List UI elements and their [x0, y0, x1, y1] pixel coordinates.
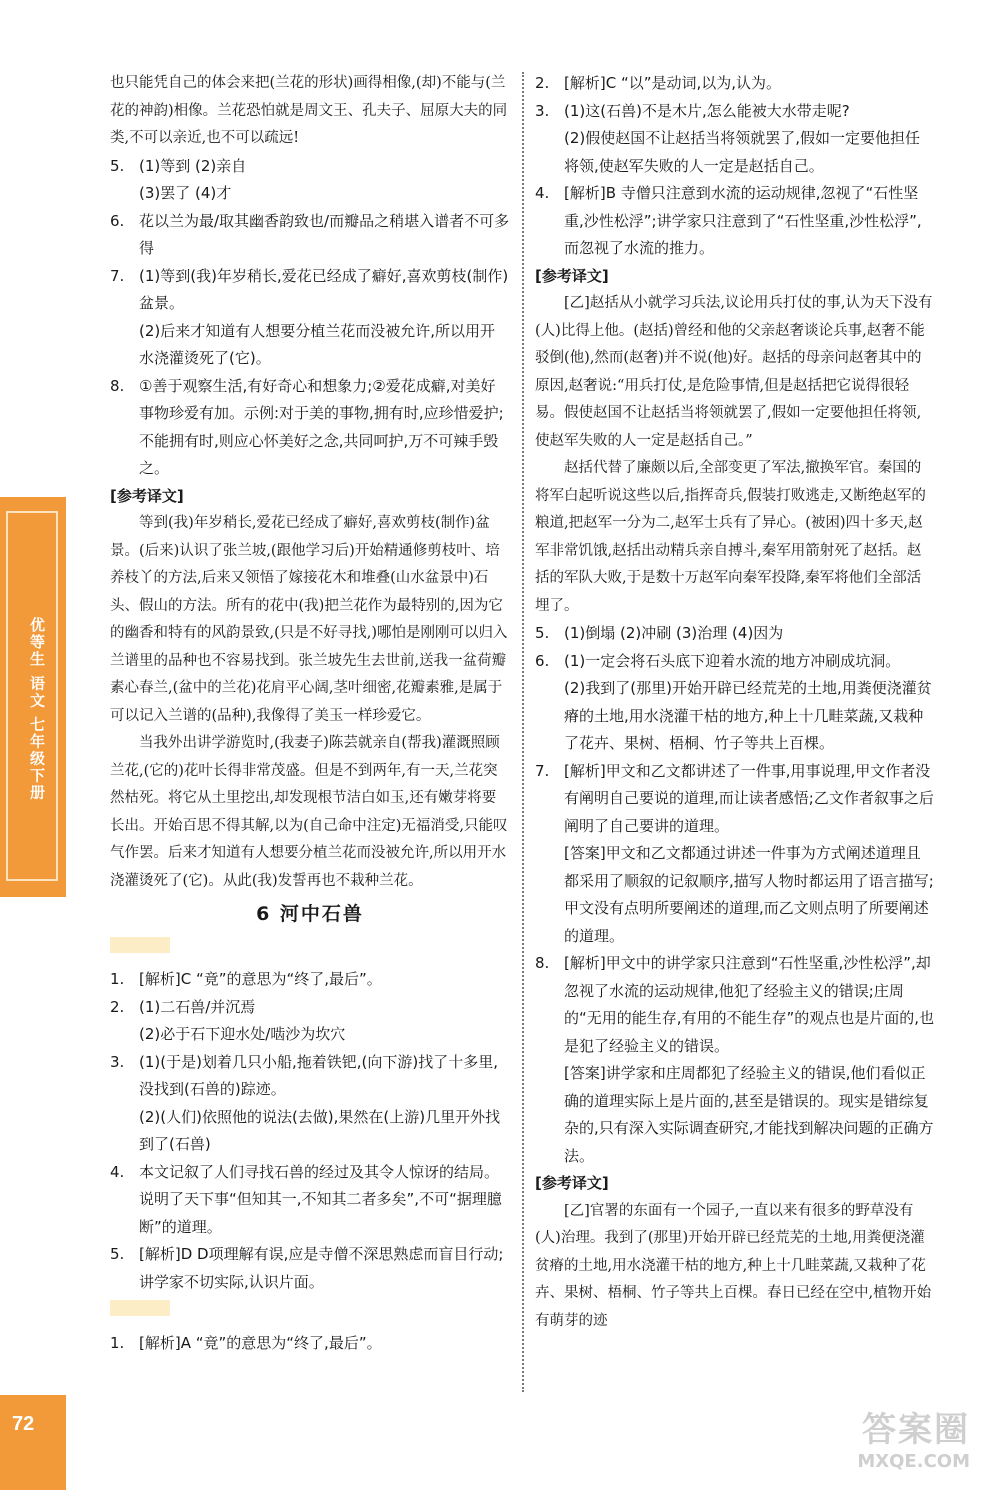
answer-text: (1)倒塌 (2)冲刷 (3)治理 (4)因为 [564, 624, 784, 642]
item-number: 5. [110, 156, 125, 175]
answer-line [110, 373, 510, 483]
answer-line [110, 994, 510, 1022]
answer-text: [解析]甲文中的讲学家只注意到“石性坚重,沙性松浮”,却忽视了水流的运动规律,他犯了经验主义的错误;庄周的“无用的能生存,有用的不能生存”的观点也是片面的,也是犯了经验主义的错误。 [564, 954, 935, 1055]
highlight-marker [110, 937, 170, 953]
answer-line [535, 840, 935, 950]
answer-text: (1)二石兽/并沉焉 [139, 997, 256, 1016]
intro-paragraph: 也只能凭自己的体会来把(兰花的形状)画得相像,(却)不能与(兰花的神韵)相像。兰花恐怕就是周文王、孔夫子、屈原大夫的同类,不可以亲近,也不可以疏远! [110, 75, 508, 146]
left-column [110, 70, 510, 1357]
item-number: 1. [110, 970, 125, 988]
answer-item [110, 1159, 510, 1242]
answer-line [110, 1330, 510, 1358]
answer-item [110, 263, 510, 373]
answer-line [110, 1104, 510, 1159]
answer-item [535, 98, 935, 181]
answer-line [110, 263, 510, 318]
item-number: 8. [535, 954, 550, 972]
answer-list [535, 70, 935, 263]
answer-line [110, 1159, 510, 1242]
ref-translation-title: [参考译文] [535, 1174, 609, 1192]
answer-item [110, 966, 510, 994]
answer-line [110, 1021, 510, 1049]
answer-line [535, 950, 935, 1060]
answer-text: [解析]D D项理解有误,应是寺僧不深思熟虑而盲目行动;讲学家不切实际,认识片面。 [139, 1245, 504, 1291]
answer-text: [解析]A “竟”的意思为“终了,最后”。 [139, 1333, 382, 1352]
item-number: 7. [535, 761, 550, 780]
answer-list [110, 966, 510, 1296]
book-label: 优等生 语文 七年级下册 [28, 617, 46, 802]
answer-item [110, 1049, 510, 1159]
page-number-background [0, 1395, 66, 1490]
ref-translation-title: [参考译文] [110, 486, 184, 505]
right-column [535, 70, 935, 1335]
answer-text: (1)这(石兽)不是木片,怎么能被大水带走呢? [564, 101, 850, 120]
translation-paragraph: [乙]官署的东面有一个园子,一直以来有很多的野草没有(人)治理。我到了(那里)开始开辟已经荒芜的土地,用粪便浇灌贫瘠的土地,用水浇灌干枯的地方,种上十几畦菜蔬,又栽种了花卉、果树、梧桐、竹子等共上百棵。春日已经在空中,植物开始有萌芽的迹 [535, 1202, 932, 1329]
answer-text: (1)一定会将石头底下迎着水流的地方冲刷成坑洞。 [564, 651, 901, 670]
answer-line [535, 620, 935, 648]
sidebar-band [0, 497, 66, 897]
answer-item [110, 208, 510, 263]
answer-line [110, 180, 510, 208]
answer-text: (2)(人们)依照他的说法(去做),果然在(上游)几里开外找到了(石兽) [139, 1107, 501, 1153]
answer-list [110, 153, 510, 483]
answer-text: 本文记叙了人们寻找石兽的经过及其令人惊讶的结局。说明了天下事“但知其一,不知其二者多矣”,不可“据理臆断”的道理。 [139, 1162, 502, 1236]
item-number: 2. [535, 74, 550, 92]
column-divider [522, 72, 524, 1392]
sidebar [0, 0, 66, 1490]
answer-line [535, 675, 935, 758]
answer-item [110, 1241, 510, 1296]
ref-translation-title: [参考译文] [535, 266, 609, 285]
page-number: 72 [12, 1413, 35, 1435]
answer-text: ①善于观察生活,有好奇心和想象力;②爱花成癖,对美好事物珍爱有加。示例:对于美的事物,拥有时,应珍惜爱护;不能拥有时,则应心怀美好之念,共同呵护,万不可辣手毁之。 [139, 376, 504, 477]
answer-line [110, 966, 510, 994]
answer-list [535, 620, 935, 1170]
item-number: 1. [110, 1333, 125, 1352]
answer-item [535, 758, 935, 951]
watermark-logo-text: 答案圈 [862, 1410, 970, 1450]
answer-item [535, 70, 935, 98]
answer-line [535, 648, 935, 676]
answer-text: (2)后来才知道有人想要分植兰花而没被允许,所以用开水浇灌烫死了(它)。 [139, 321, 496, 367]
answer-text: (3)罢了 (4)才 [139, 184, 232, 202]
answer-text: [解析]C “竟”的意思为“终了,最后”。 [139, 970, 382, 988]
answer-item [535, 950, 935, 1170]
item-number: 3. [535, 101, 550, 120]
answer-line [535, 180, 935, 263]
answer-line [535, 758, 935, 841]
answer-item [110, 994, 510, 1049]
answer-item [110, 373, 510, 483]
answer-text: (1)(于是)划着几只小船,拖着铁钯,(向下游)找了十多里,没找到(石兽的)踪迹。 [139, 1052, 498, 1098]
answer-line [110, 208, 510, 263]
answer-text: (2)假使赵国不让赵括当将领就罢了,假如一定要他担任将领,使赵军失败的人一定是赵括自己。 [564, 129, 921, 175]
answer-line [535, 70, 935, 98]
watermark-url: MXQE.COM [857, 1451, 970, 1472]
answer-text: [答案]讲学家和庄周都犯了经验主义的错误,他们看似正确的道理实际上是片面的,甚至是错误的。现实是错综复杂的,只有深入实际调查研究,才能找到解决问题的正确方法。 [564, 1064, 934, 1165]
answer-list [110, 1330, 510, 1358]
item-number: 5. [110, 1245, 125, 1263]
answer-item [535, 180, 935, 263]
answer-item [535, 620, 935, 648]
section-title: 6 河中石兽 [256, 903, 364, 925]
answer-line [535, 98, 935, 126]
answer-item [535, 648, 935, 758]
translation-paragraph: [乙]赵括从小就学习兵法,议论用兵打仗的事,认为天下没有(人)比得上他。(赵括)曾经和他的父亲赵奢谈论兵事,赵奢不能驳倒(他),然而(赵奢)并不说(他)好。赵括的母亲问赵奢其中的原因,赵奢说:“用兵打仗,是危险事情,但是赵括把它说得很轻易。假使赵国不让赵括当将领就罢了,假如一定要他担任将领,使赵军失败的人一定是赵括自己。” [535, 295, 933, 449]
item-number: 2. [110, 997, 125, 1016]
answer-line [110, 1049, 510, 1104]
item-number: 5. [535, 624, 550, 642]
item-number: 8. [110, 376, 125, 395]
answer-item [110, 153, 510, 208]
item-number: 4. [110, 1162, 125, 1181]
answer-text: (2)必于石下迎水处/啮沙为坎穴 [139, 1025, 346, 1043]
highlight-marker [110, 1300, 170, 1316]
answer-item [110, 1330, 510, 1358]
item-number: 6. [535, 651, 550, 670]
item-number: 6. [110, 211, 125, 230]
item-number: 3. [110, 1052, 125, 1071]
translation-paragraph: 当我外出讲学游览时,(我妻子)陈芸就亲自(帮我)灌溉照顾兰花,(它的)花叶长得非常茂盛。但是不到两年,有一天,兰花突然枯死。将它从土里挖出,却发现根节洁白如玉,还有嫩芽将要长出。开始百思不得其解,以为(自己命中注定)无福消受,只能叹气作罢。后来才知道有人想要分植兰花而没被允许,所以用开水浇灌烫死了(它)。从此(我)发誓再也不栽种兰花。 [110, 735, 508, 889]
translation-paragraph: 等到(我)年岁稍长,爱花已经成了癖好,喜欢剪枝(制作)盆景。(后来)认识了张兰坡,(跟他学习后)开始精通修剪枝叶、培养枝丫的方法,后来又领悟了嫁接花木和堆叠(山水盆景中)石头、假山的方法。所有的花中(我)把兰花作为最特别的,因为它的幽香和特有的风韵景致,(只是不好寻找,)哪怕是刚刚可以归入兰谱里的品种也不容易找到。张兰坡先生去世前,送我一盆荷瓣素心春兰,(盆中的兰花)花肩平心阔,茎叶细密,花瓣素雅,是属于可以记入兰谱的(品种),我像得了美玉一样珍爱它。 [110, 515, 508, 724]
item-number: 7. [110, 266, 125, 285]
translation-paragraph: 赵括代替了廉颇以后,全部变更了军法,撤换军官。秦国的将军白起听说这些以后,指挥奇兵,假装打败逃走,又断绝赵军的粮道,把赵军一分为二,赵军士兵有了异心。(被困)四十多天,赵军非常饥饿,赵括出动精兵亲自搏斗,秦军用箭射死了赵括。赵括的军队大败,于是数十万赵军向秦军投降,秦军将他们全部活埋了。 [535, 460, 926, 614]
answer-text: [答案]甲文和乙文都通过讲述一件事为方式阐述道理且都采用了顺叙的记叙顺序,描写人物时都运用了语言描写;甲文没有点明所要阐述的道理,而乙文则点明了所要阐述的道理。 [564, 844, 934, 945]
answer-text: (1)等到(我)年岁稍长,爱花已经成了癖好,喜欢剪枝(制作)盆景。 [139, 266, 509, 312]
answer-text: [解析]甲文和乙文都讲述了一件事,用事说理,甲文作者没有阐明自己要说的道理,而让读者感悟;乙文作者叙事之后阐明了自己要讲的道理。 [564, 761, 934, 835]
answer-text: (2)我到了(那里)开始开辟已经荒芜的土地,用粪便浇灌贫瘠的土地,用水浇灌干枯的地方,种上十几畦菜蔬,又栽种了花卉、果树、梧桐、竹子等共上百棵。 [564, 679, 932, 752]
item-number: 4. [535, 184, 550, 202]
answer-text: [解析]B 寺僧只注意到水流的运动规律,忽视了“石性坚重,沙性松浮”;讲学家只注意到了“石性坚重,沙性松浮”,而忽视了水流的推力。 [564, 184, 922, 257]
answer-line [110, 153, 510, 181]
answer-line [535, 125, 935, 180]
answer-text: (1)等到 (2)亲自 [139, 156, 247, 175]
answer-line [110, 318, 510, 373]
answer-line [535, 1060, 935, 1170]
watermark [857, 1402, 970, 1472]
answer-text: 花以兰为最/取其幽香韵致也/而瓣品之稍堪入谱者不可多得 [139, 211, 510, 257]
answer-line [110, 1241, 510, 1296]
answer-text: [解析]C “以”是动词,以为,认为。 [564, 74, 782, 92]
